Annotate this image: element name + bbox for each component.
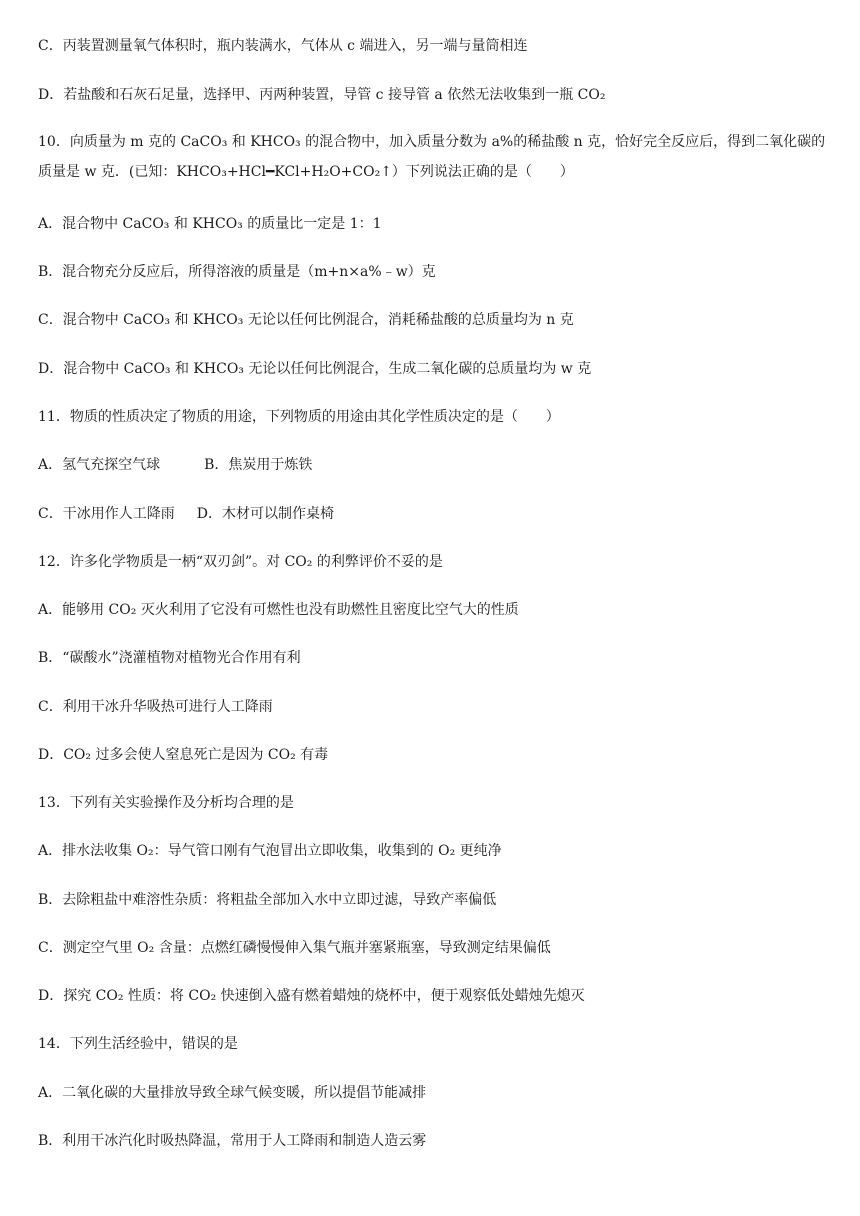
- q11-options-row-1: [38, 455, 828, 475]
- q10-stem: 10．向质量为 m 克的 CaCO₃ 和 KHCO₃ 的混合物中，加入质量分数为 a%的稀盐酸 n 克，恰好完全反应后，得到二氧化碳的质量是 w 克．(已知：KHCO₃+HCl━KCl+H₂O+CO₂↑）下列说法正确的是（ ）: [38, 134, 826, 180]
- q9-option-c: C．丙装置测量氧气体积时，瓶内装满水，气体从 c 端进入，另一端与量筒相连: [38, 38, 528, 54]
- q13-option-c: C．测定空气里 O₂ 含量：点燃红磷慢慢伸入集气瓶并塞紧瓶塞，导致测定结果偏低: [38, 940, 551, 956]
- q12-option-d: D．CO₂ 过多会使人窒息死亡是因为 CO₂ 有毒: [38, 747, 329, 763]
- q11-option-d: D．木材可以制作桌椅: [196, 506, 334, 522]
- q12-option-b: B．“碳酸水”浇灌植物对植物光合作用有利: [38, 650, 301, 666]
- q9-option-d: D．若盐酸和石灰石足量，选择甲、丙两种装置，导管 c 接导管 a 依然无法收集到一瓶 CO₂: [38, 87, 606, 103]
- q12-stem: 12．许多化学物质是一柄“双刃剑”。对 CO₂ 的利弊评价不妥的是: [38, 554, 443, 570]
- q13-option-b: B．去除粗盐中难溶性杂质：将粗盐全部加入水中立即过滤，导致产率偏低: [38, 892, 497, 908]
- q10-option-d: D．混合物中 CaCO₃ 和 KHCO₃ 无论以任何比例混合，生成二氧化碳的总质量均为 w 克: [38, 361, 592, 377]
- q10-option-b: B．混合物充分反应后，所得溶液的质量是（m+n×a%﹣w）克: [38, 264, 436, 280]
- q13-option-a: A．排水法收集 O₂：导气管口刚有气泡冒出立即收集，收集到的 O₂ 更纯净: [38, 843, 502, 859]
- q11-option-b: B．焦炭用于炼铁: [204, 457, 313, 473]
- q13-stem: 13．下列有关实验操作及分析均合理的是: [38, 795, 294, 811]
- q11-stem: 11．物质的性质决定了物质的用途，下列物质的用途由其化学性质决定的是（ ）: [38, 409, 560, 425]
- q13-option-d: D．探究 CO₂ 性质：将 CO₂ 快速倒入盛有燃着蜡烛的烧杯中，便于观察低处蜡烛先熄灭: [38, 988, 585, 1004]
- q10-option-a: A．混合物中 CaCO₃ 和 KHCO₃ 的质量比一定是 1：1: [38, 216, 382, 232]
- q10-option-c: C．混合物中 CaCO₃ 和 KHCO₃ 无论以任何比例混合，消耗稀盐酸的总质量均为 n 克: [38, 312, 574, 328]
- q12-option-a: A．能够用 CO₂ 灭火利用了它没有可燃性也没有助燃性且密度比空气大的性质: [38, 602, 519, 618]
- q12-option-c: C．利用干冰升华吸热可进行人工降雨: [38, 699, 273, 715]
- q11-options-row-2: [38, 504, 828, 524]
- q14-option-a: A．二氧化碳的大量排放导致全球气候变暖，所以提倡节能减排: [38, 1085, 427, 1101]
- q14-option-b: B．利用干冰汽化时吸热降温，常用于人工降雨和制造人造云雾: [38, 1133, 427, 1149]
- q11-option-c: C．干冰用作人工降雨: [38, 506, 175, 522]
- q14-stem: 14．下列生活经验中，错误的是: [38, 1036, 238, 1052]
- q11-option-a: A．氢气充探空气球: [38, 457, 161, 473]
